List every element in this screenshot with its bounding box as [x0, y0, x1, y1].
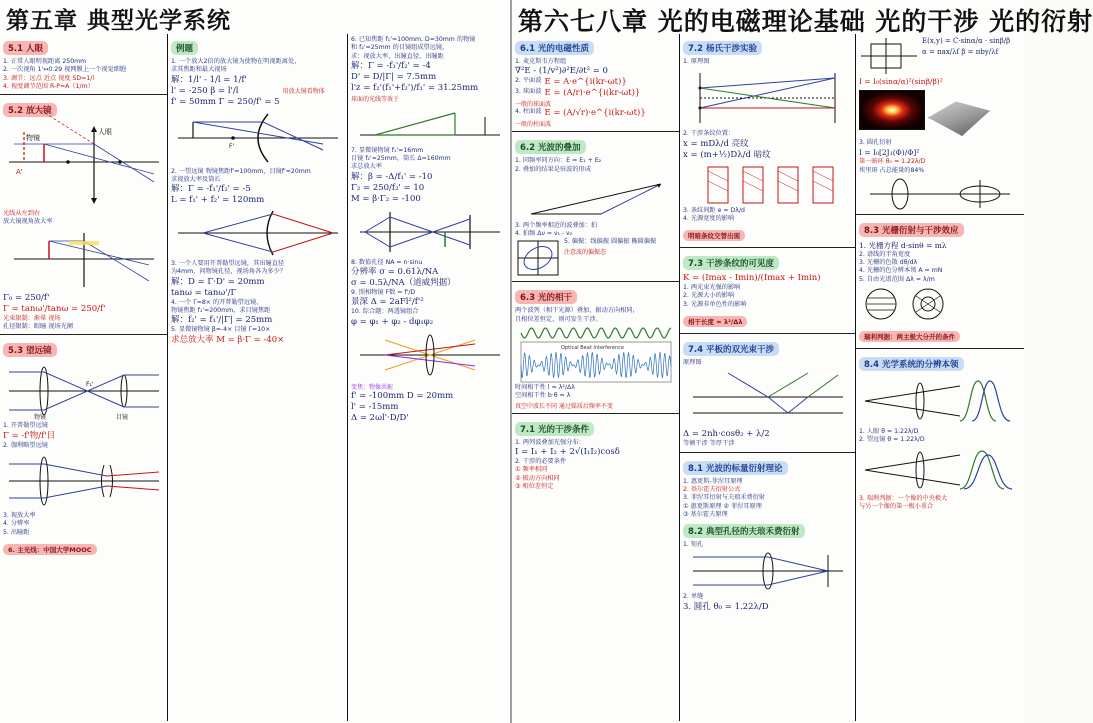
divider: [512, 413, 679, 414]
em-note: 1. 麦克斯韦方程组: [515, 58, 567, 65]
diffraction-note: ① 惠更斯原理 ② 菲涅耳原理: [683, 502, 762, 510]
telescope-note: 3. 视放大率: [3, 511, 36, 519]
problem-formula: 解：β = -Δ/f₁' = -10: [351, 171, 433, 182]
problem-formula: 分辨率 σ = 0.61λ/NA: [351, 267, 439, 278]
example-line: 5. 显微镜物镜 β=-4× 目镜 Γ=10×: [171, 326, 271, 334]
left-col-3: [348, 34, 512, 721]
diffraction-note: 2. 基尔霍夫衍射公式: [683, 485, 741, 493]
example-line: 求其焦距和最大视场: [171, 66, 227, 74]
section-visibility-header: 7.3 干涉条纹的可见度: [683, 256, 779, 270]
problem-formula: σ = 0.5λ/NA（道威判据）: [351, 278, 456, 289]
magnifier-note: 孔径限制：眼瞳 视场光阑: [3, 323, 74, 331]
eye-label: 人眼: [97, 128, 112, 137]
beat-chart: [521, 342, 671, 382]
em-note: 3. 球面波: [515, 88, 542, 96]
aperture-note: 1. 矩孔: [683, 541, 704, 549]
coherence-note: 两个波列（相干光源）叠加，振动方向相同，: [515, 307, 639, 315]
superposition-note: 4. 拍频 Δν = ν₁ - ν₂: [515, 230, 573, 238]
superposition-note: 3. 两个频率相近的波叠加：拍: [515, 221, 598, 229]
magnifier-formula: Γ₀ = 250/f': [3, 292, 50, 303]
left-page: [0, 0, 512, 723]
grating-note: 2. 谱线的半角宽度: [859, 250, 911, 258]
problem-line: 10. 综合题：两透镜组合: [351, 308, 419, 316]
section-aperture-header: 8.2 典型孔径的夫琅禾费衍射: [683, 524, 805, 538]
resolution-note: 与另一个像的第一极小重合: [859, 502, 934, 510]
magnifier-note: 光线从左到右: [3, 210, 41, 218]
objective-label: 物镜: [33, 414, 46, 422]
eye-note: 3. 调节：远点 近点 视度 SD=1/l: [3, 74, 95, 82]
telescope-note: 1. 开普勒望远镜: [3, 422, 48, 430]
lens-focusing-diagram: [688, 551, 848, 591]
problem-formula: M = β·Γ₂ = -100: [351, 193, 421, 204]
problem-line: 8. 数值孔径 NA = n·sinu: [351, 258, 423, 266]
interference-note: 2. 干涉的必要条件: [515, 457, 567, 465]
example-line: 4. 一个 Γ=8× 的开普勒望远镜，: [171, 298, 263, 306]
galilean-telescope-diagram: [4, 452, 164, 510]
red-annotation: 注意波的偏振态: [564, 248, 607, 256]
example-formula: 解：f₂' = f₁'/|Γ| = 25mm: [171, 315, 273, 326]
examples-header: 例题: [171, 41, 198, 55]
problem-line: 和 f₂'=25mm 的目镜组成望远镜，: [351, 44, 449, 52]
lens-ray-diagram: [173, 208, 343, 258]
divider: [856, 214, 1024, 215]
eyepiece-label: 目镜: [115, 414, 128, 422]
grating-note: 3. 光栅的色散 dθ/dλ: [859, 259, 918, 267]
resolution-note: 1. 人眼 θ = 1.22λ/D: [859, 428, 919, 436]
example-line: 求视放大率及筒长: [171, 175, 221, 183]
problem-line: 求总放大率: [351, 163, 382, 171]
interference-formula: I = I₁ + I₂ + 2√(I₁I₂)cosδ: [515, 446, 620, 457]
problem-formula: Δ = 2ωl'·D/D': [351, 412, 409, 423]
magnifier-note: 光束限制：渐晕 视场: [3, 314, 61, 322]
section-diffraction-header: 8.1 光波的标量衍射理论: [683, 461, 788, 475]
problem-line: 求：视放大率、出瞳直径、出瞳距: [351, 52, 444, 60]
section-magnifier-header: 5.2 放大镜: [3, 103, 57, 117]
example-formula: 解：Γ = -f₁'/f₂' = -5: [171, 184, 251, 195]
lens-label: 物镜: [25, 134, 40, 143]
right-col-3: [856, 34, 1024, 721]
problem-formula: l'z = f₂'(f₁'+f₂')/f₁' = 31.25mm: [351, 82, 479, 93]
problem-line: 6. 已知焦距 f₁'=100mm, D=30mm 的物镜: [351, 36, 476, 43]
superposition-note: 2. 叠加的结果是驻波的形成: [515, 165, 591, 173]
telescope-formula: Γ = -f'物/f'目: [3, 430, 56, 441]
problem-formula: f' = -100mm D = 20mm: [351, 390, 454, 401]
divider: [512, 131, 679, 132]
visibility-note: 1. 两光束光强的影响: [683, 284, 741, 292]
plate-note: 原理图: [683, 359, 702, 367]
interference-note: ② 振动方向相同: [515, 474, 560, 482]
resolution-diagram-1: [860, 376, 1020, 426]
magnifier-note: 放大镜视角放大率: [3, 218, 53, 226]
magnifier-formula: Γ = tanω'/tanω = 250/f': [3, 303, 106, 314]
left-col-2: [168, 34, 348, 721]
example-formula: f' = 50mm Γ = 250/f' = 5: [171, 96, 280, 107]
problem-formula: φ = φ₁ + φ₂ - dφ₁φ₂: [351, 316, 434, 327]
section-superposition-header: 6.2 光波的叠加: [515, 140, 586, 154]
example-formula: tanω = tanω'/Γ: [171, 287, 237, 298]
divider: [856, 348, 1024, 349]
em-note: 4. 柱面波: [515, 108, 542, 116]
right-col-1: [512, 34, 680, 721]
section-grating-header: 8.3 光栅衍射与干涉效应: [859, 223, 964, 237]
grating-note: 4. 光栅的色分辨本领 A = mN: [859, 267, 943, 275]
example-formula: 解：D = Γ·D' = 20mm: [171, 276, 265, 287]
keplerian-telescope-diagram: [4, 362, 164, 420]
resolution-note: 2. 望远镜 θ = 1.22λ/D: [859, 436, 925, 444]
red-annotation: 真空中波长不同 通过媒质后频率不变: [515, 402, 613, 410]
divider: [0, 334, 167, 335]
young-note: 2. 干涉条纹位置：: [683, 130, 735, 138]
rectangular-aperture-diagram: [859, 36, 919, 76]
lens-pair-diagram: [865, 177, 1015, 211]
young-formula: x = (m+½)Dλ/d 暗纹: [683, 149, 771, 160]
red-highlight-note: 明暗条纹交替出现: [683, 230, 745, 241]
round-aperture-note: 3. 圆孔衍射: [859, 139, 892, 146]
chapter5-title: 第五章 典型光学系统: [6, 7, 232, 34]
problem-formula: l' = -15mm: [351, 401, 399, 412]
diffraction-surface-plot: [928, 90, 990, 136]
divider: [680, 452, 855, 453]
round-aperture-formula: I = I₀[2J₁(Φ)/Φ]²: [859, 148, 920, 158]
rect-intensity-formula: I = I₀(sinα/α)²(sinβ/β)²: [859, 77, 943, 86]
example-line: 2. 一望远镜 物镜焦距f'=100mm，目镜f'=20mm: [171, 167, 311, 175]
problem-line: 9. 照相物镜 F数 = f'/D: [351, 289, 416, 297]
problem-formula: Γ₂ = 250/f₂' = 10: [351, 182, 425, 193]
red-annotation: 一般的柱面波: [515, 121, 552, 129]
young-formula: x = mDλ/d 亮纹: [683, 138, 749, 149]
left-col-1: [0, 34, 168, 721]
magnifier-diagram: [4, 122, 164, 208]
red-annotation: 球面的光线等效于: [351, 95, 400, 103]
red-highlight-note: 相干长度 ≈ λ²/Δλ: [683, 316, 747, 327]
plane-wave-equation: E = A·e^{i(kr-ωt)}: [544, 77, 627, 88]
young-note: 1. 原理图: [683, 58, 710, 65]
section-telescope-header: 5.3 望远镜: [3, 343, 57, 357]
diffraction-note: 3. 菲涅耳衍射与夫琅禾费衍射: [683, 494, 766, 502]
problem-formula: 景深 Δ = 2aFl²/f'²: [351, 297, 424, 308]
example-formula: L = f₁' + f₂' = 120mm: [171, 195, 265, 206]
diffraction-note: 1. 惠更斯-菲涅耳原理: [683, 477, 743, 485]
rect-formula: α = πax/λf β = πby/λf: [922, 48, 999, 56]
example-formula: l' = -250 β = l'/l: [171, 85, 239, 96]
visibility-note: 3. 光源非单色性的影响: [683, 300, 747, 308]
interference-note: ① 频率相同: [515, 466, 548, 474]
polarization-diagram: [515, 238, 561, 278]
young-note: 4. 光源宽度的影响: [683, 214, 735, 222]
right-col-2: [680, 34, 856, 721]
em-note: 2. 平面波: [515, 77, 542, 85]
combined-lens-diagram: [355, 330, 505, 380]
superposition-note: 5. 偏振：线偏振 圆偏振 椭圆偏振: [564, 238, 657, 246]
thin-film-diagram: [688, 369, 848, 427]
eye-note: 1. 正常人眼明视距离 250mm: [3, 58, 87, 65]
purple-annotation: 变焦：物像共轭: [351, 383, 394, 391]
footnote: 6. 主光线：中国大学MOOC: [3, 544, 97, 555]
coherence-note: 空间相干性 b·θ = λ: [515, 392, 571, 400]
telescope-note: 2. 伽利略望远镜: [3, 441, 48, 449]
red-highlight-note: 瑞利判据：两主极大分开的条件: [859, 331, 960, 342]
annular-aperture-icon: [906, 286, 950, 322]
focus-label: F₁': [85, 381, 94, 389]
rect-formula: E(x,y) = C·sinα/α · sinβ/β: [922, 37, 1011, 45]
wave-equation: ∇²E - (1/v²)∂²E/∂t² = 0: [515, 66, 608, 77]
young-note: 3. 条纹间距 e = Dλ/d: [683, 206, 745, 214]
grating-formula: 1. 光栅方程 d·sinθ = mλ: [859, 240, 947, 250]
microscope-diagram: [355, 207, 505, 257]
right-page: [512, 0, 1093, 723]
interference-note: ③ 相位差恒定: [515, 482, 554, 490]
problem-line: 7. 显微镜物镜 f₁'=16mm: [351, 146, 424, 154]
divider: [680, 247, 855, 248]
plate-note: 等倾干涉 等厚干涉: [683, 440, 735, 448]
chapter678-title: 第六七八章 光的电磁理论基础 光的干涉 光的衍射: [518, 7, 1093, 36]
section-plate-header: 7.4 平板的双光束干涉: [683, 342, 779, 356]
visibility-note: 2. 光源大小的影响: [683, 292, 735, 300]
plate-formula: Δ = 2nh·cosθ₂ + λ/2: [683, 429, 770, 440]
section-em-header: 6.1 光的电磁性质: [515, 41, 594, 55]
young-double-slit-diagram: [685, 68, 850, 128]
coherence-note: 时间相干性 l = λ²/Δλ: [515, 384, 575, 392]
focus-label: F': [228, 142, 234, 150]
section-eye-header: 5.1 人眼: [3, 41, 48, 55]
section-young-header: 7.2 杨氏干涉实验: [683, 41, 762, 55]
telescope-note: 4. 分辨率: [3, 520, 30, 528]
coherence-note: 且相位差恒定，则可发生干涉。: [515, 315, 602, 323]
divider: [512, 281, 679, 282]
triangle-ray-diagram: [355, 105, 505, 145]
example-line: 物镜焦距 f₁'=200mm，求目镜焦距: [171, 307, 271, 315]
resolution-note: 3. 瑞利判据：一个像的中央极大: [859, 494, 948, 502]
telescope-note: 5. 出瞳距: [3, 528, 30, 536]
problem-formula: 解：Γ = -f₁'/f₂' = -4: [351, 60, 431, 71]
airy-intensity-image: [859, 90, 925, 130]
fringe-pattern: [698, 163, 838, 205]
visibility-formula: K = (Imax - Imin)/(Imax + Imin): [683, 273, 821, 284]
eye-note: 2. 一次视角 1'↔0.29 视网膜上一个视觉细胞: [3, 66, 127, 74]
example-line: 3. 一个人要用开普勒望远镜，其出瞳直径: [171, 260, 285, 268]
magnifier-ray-diagram: [9, 229, 159, 291]
resolution-diagram-2: [860, 447, 1020, 493]
round-aperture-note: 第一暗环 θ₀ = 1.22λ/D: [859, 158, 926, 166]
image-label: A': [15, 168, 23, 177]
example-formula: 解：1/l' - 1/l = 1/f': [171, 74, 247, 85]
wave-packet-sketch: [521, 326, 671, 340]
problem-line: 目镜 f₂'=25mm，筒长 Δ=160mm: [351, 155, 451, 163]
superposition-note: 1. 同频率同方向：E = E₁ + E₂: [515, 157, 602, 165]
example-formula: 求总放大率 M = β·Γ = -40×: [171, 334, 285, 345]
divider: [680, 333, 855, 334]
grating-note: 5. 自由光谱范围 Δλ = λ/m: [859, 275, 935, 283]
concave-mirror-diagram: [173, 110, 343, 166]
round-aperture-note: 埃里斑 占总能量的84%: [859, 166, 925, 174]
beat-chart-title: Optical Beat Interference: [560, 345, 624, 352]
aperture-note: 2. 单缝: [683, 593, 704, 601]
cylindrical-wave-equation: E = (A/√r)·e^{i(kr-ωt)}: [544, 108, 646, 119]
diffraction-note: ③ 基尔霍夫原理: [683, 510, 728, 518]
spherical-wave-equation: E = (A/r)·e^{i(kr-ωt)}: [544, 88, 641, 99]
eye-note: 4. 视度调节范围 R-P=A（1/m）: [3, 82, 94, 90]
red-annotation: 一般的球面波: [515, 101, 552, 109]
example-line: 为4mm，问物镜孔径，视场角各为多少？: [171, 268, 286, 276]
section-resolution-header: 8.4 光学系统的分辨本领: [859, 357, 964, 371]
aperture-formula: 3. 圆孔 θ₀ = 1.22λ/D: [683, 601, 769, 612]
vector-addition-diagram: [521, 176, 671, 220]
section-interference-header: 7.1 光的干涉条件: [515, 422, 594, 436]
problem-formula: D' = D/|Γ| = 7.5mm: [351, 71, 437, 82]
circular-aperture-icon: [859, 286, 903, 322]
section-coherence-header: 6.3 光的相干: [515, 290, 577, 304]
example-line: 1. 一个放大2倍的放大镜为使物在明视距离处，: [171, 58, 301, 65]
divider: [0, 94, 167, 95]
interference-note: 1. 两列波叠加光强分布：: [515, 438, 585, 446]
red-annotation: 用放大镜看物体: [282, 87, 325, 95]
